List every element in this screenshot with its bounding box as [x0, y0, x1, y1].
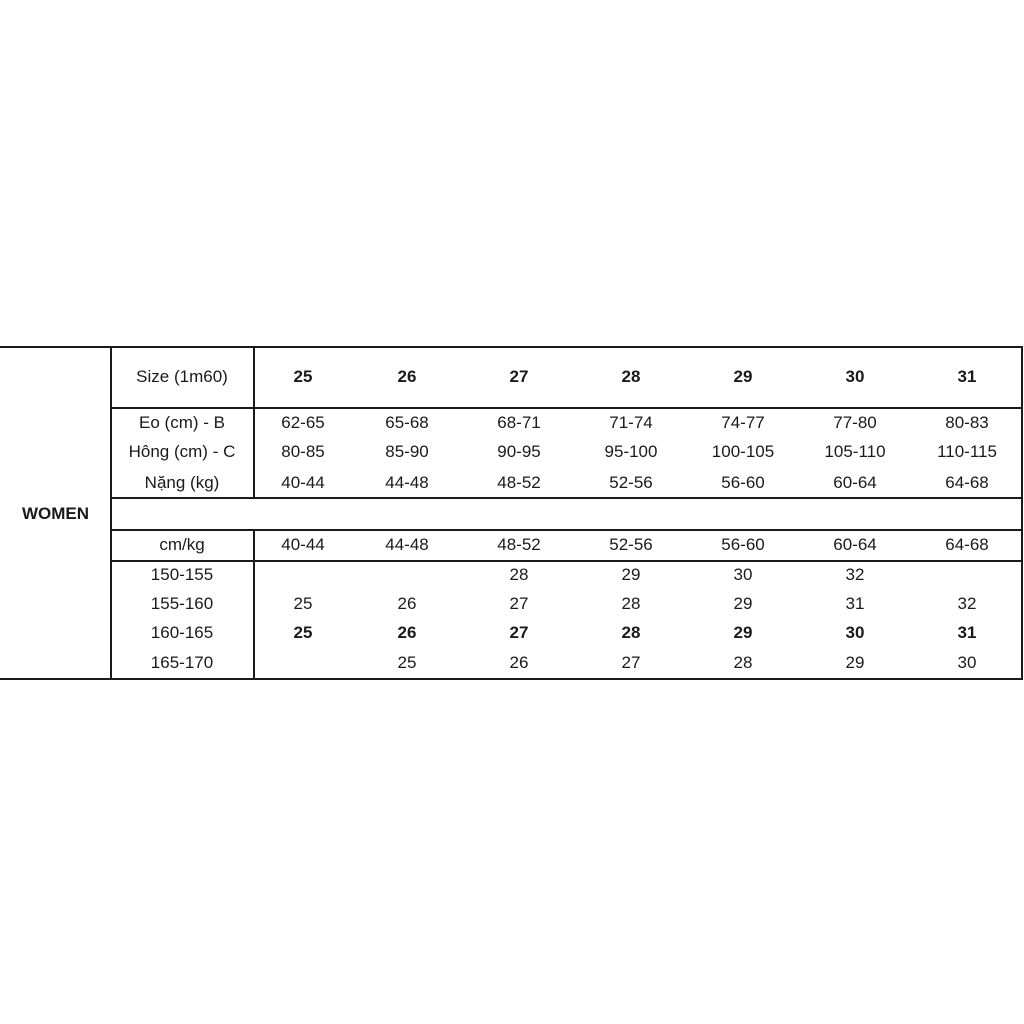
measurement-row-cell: 68-71	[497, 413, 541, 432]
height-row-cell: 30	[733, 565, 753, 584]
measurement-row-cell: 40-44	[281, 473, 325, 492]
size-header-cell: 31	[957, 367, 977, 386]
height-row-cell: 28	[621, 623, 641, 642]
height-row-label: 150-155	[150, 565, 214, 584]
height-row-cell: 29	[733, 594, 753, 613]
weight-header-cell: 56-60	[721, 535, 765, 554]
height-row-cell: 25	[293, 623, 313, 642]
height-row-cell: 27	[509, 594, 529, 613]
height-row-cell: 26	[509, 653, 529, 672]
height-row-cell: 25	[293, 594, 313, 613]
height-row-label: 155-160	[150, 594, 214, 613]
weight-header-cell: 48-52	[497, 535, 541, 554]
table-border-bottom	[0, 678, 1023, 680]
height-row-cell	[912, 560, 1022, 590]
measurement-row-cell: 80-83	[945, 413, 989, 432]
measurement-row-cell: 85-90	[385, 442, 429, 461]
size-header-cell: 26	[397, 367, 417, 386]
size-header-label: Size (1m60)	[136, 367, 228, 386]
size-header-cell: 28	[621, 367, 641, 386]
measurement-row-cell: 95-100	[604, 442, 658, 461]
measurement-row-cell: 80-85	[281, 442, 325, 461]
measurement-row-cell: 62-65	[281, 413, 325, 432]
weight-header-cell: 44-48	[385, 535, 429, 554]
height-row-cell: 27	[509, 623, 529, 642]
height-row-cell: 32	[957, 594, 977, 613]
measurement-row-cell: 48-52	[497, 473, 541, 492]
measurement-row-cell: 105-110	[824, 442, 886, 461]
height-row-cell: 30	[845, 623, 865, 642]
measurement-row-cell: 44-48	[385, 473, 429, 492]
measurement-row-label: Eo (cm) - B	[139, 413, 225, 432]
measurement-row-cell: 110-115	[937, 442, 997, 461]
measurement-row-cell: 52-56	[609, 473, 653, 492]
measurement-row-cell: 60-64	[833, 473, 877, 492]
measurement-row-label: Nặng (kg)	[144, 473, 220, 492]
weight-header-cell: 64-68	[945, 535, 989, 554]
size-header-cell: 27	[509, 367, 529, 386]
measurement-row-cell: 74-77	[721, 413, 765, 432]
size-header-cell: 29	[733, 367, 753, 386]
height-row-cell: 29	[621, 565, 641, 584]
measurement-row-label: Hông (cm) - C	[128, 442, 236, 461]
table-border-top	[0, 346, 1023, 348]
height-row-cell: 28	[621, 594, 641, 613]
measurement-row-cell: 100-105	[711, 442, 775, 461]
height-row-cell: 26	[397, 594, 417, 613]
height-row-cell: 27	[621, 653, 641, 672]
height-row-cell	[248, 648, 358, 678]
weight-header-cell: 40-44	[281, 535, 325, 554]
weight-header-cell: 60-64	[833, 535, 877, 554]
height-row-cell	[352, 560, 462, 590]
measurement-row-cell: 77-80	[833, 413, 877, 432]
height-row-cell: 31	[957, 623, 977, 642]
height-row-cell: 29	[733, 623, 753, 642]
height-row-cell: 28	[733, 653, 753, 672]
height-row-cell: 28	[509, 565, 529, 584]
height-row-cell: 26	[397, 623, 417, 642]
measurement-row-cell: 56-60	[721, 473, 765, 492]
measurement-row-cell: 71-74	[609, 413, 653, 432]
measurement-row-cell: 64-68	[945, 473, 989, 492]
section-label: WOMEN	[21, 504, 90, 523]
height-row-cell: 29	[845, 653, 865, 672]
height-row-label: 160-165	[150, 623, 214, 642]
weight-header-cell: 52-56	[609, 535, 653, 554]
measurement-row-cell: 65-68	[385, 413, 429, 432]
height-row-cell	[248, 560, 358, 590]
weight-header-label: cm/kg	[159, 535, 205, 554]
size-header-cell: 25	[293, 367, 313, 386]
height-row-cell: 30	[957, 653, 977, 672]
measurement-row-cell: 90-95	[497, 442, 541, 461]
height-row-label: 165-170	[150, 653, 214, 672]
height-row-cell: 25	[397, 653, 417, 672]
height-row-cell: 31	[845, 594, 865, 613]
height-row-cell: 32	[845, 565, 865, 584]
size-header-cell: 30	[845, 367, 865, 386]
